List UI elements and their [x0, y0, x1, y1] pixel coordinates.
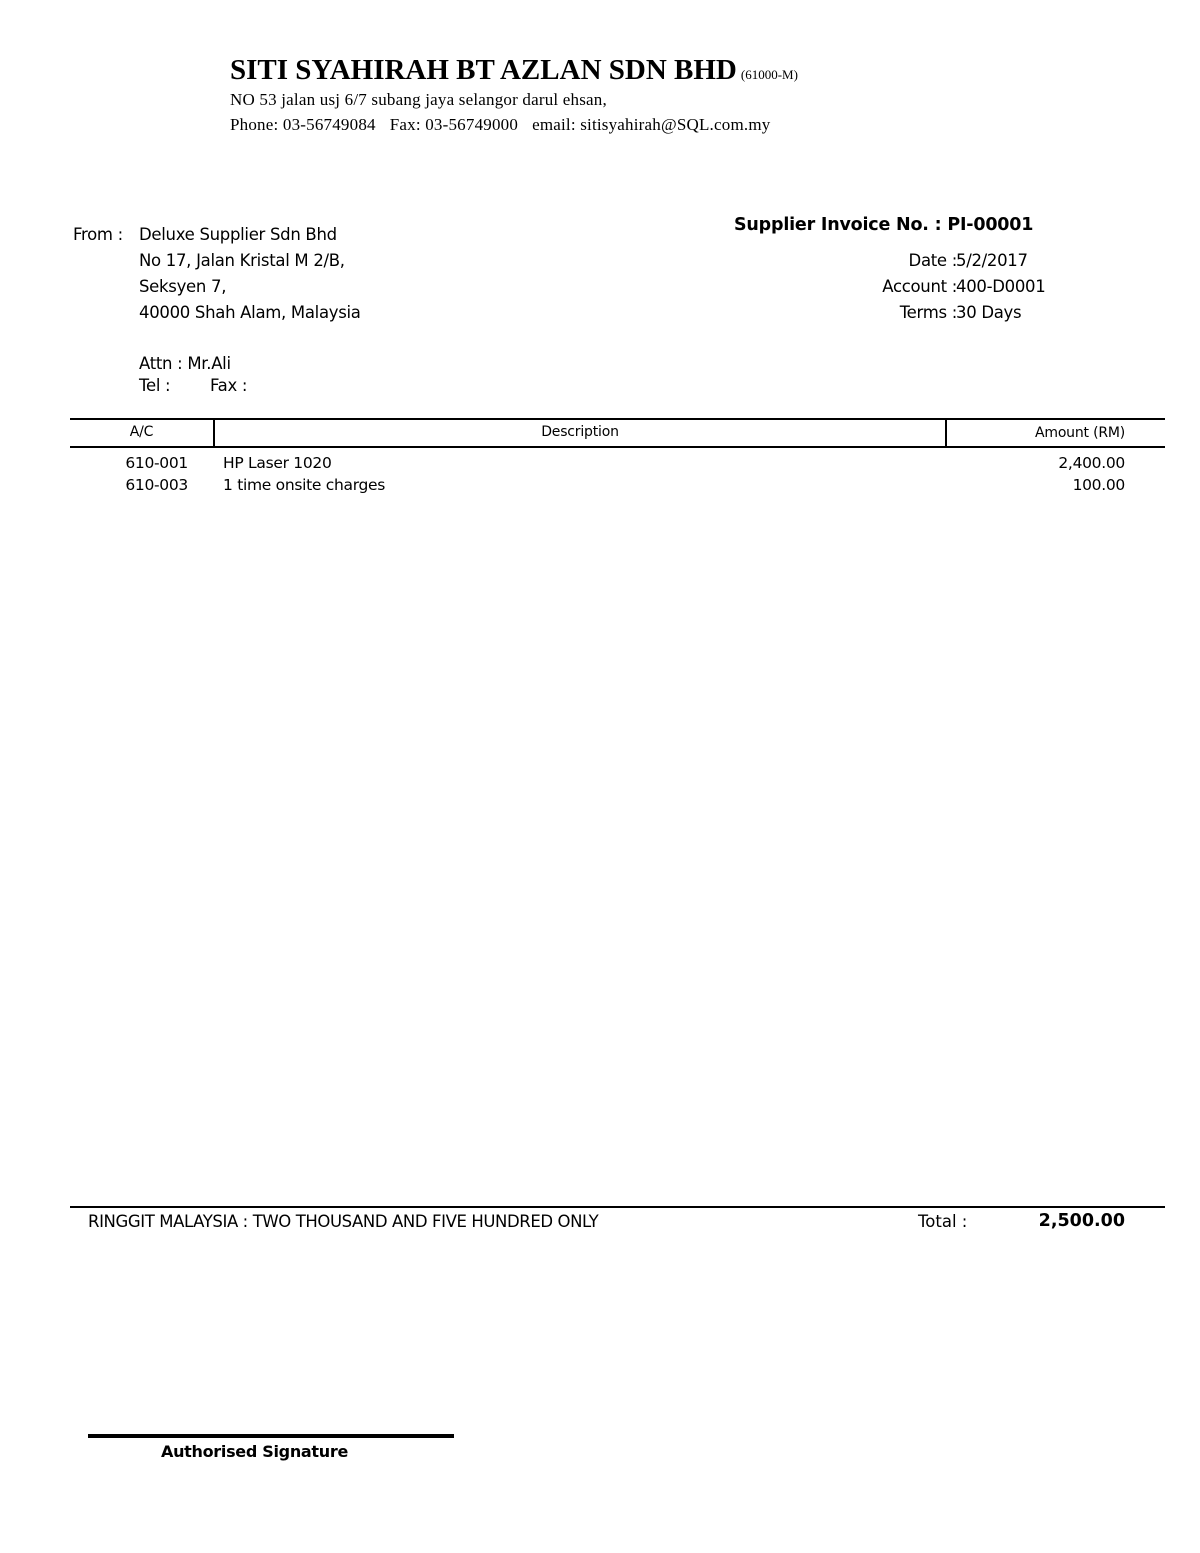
company-fax: Fax: 03-56749000 — [389, 115, 519, 134]
column-header-description: Description — [541, 424, 619, 440]
supplier-tel-label: Tel : — [139, 376, 171, 395]
company-name — [230, 54, 798, 87]
supplier-attn: Attn : Mr.Ali — [139, 354, 231, 373]
table-top-rule — [70, 418, 1165, 420]
supplier-address-line: No 17, Jalan Kristal M 2/B, — [139, 251, 345, 270]
amount-in-words: RINGGIT MALAYSIA : TWO THOUSAND AND FIVE HUNDRED ONLY — [88, 1212, 599, 1231]
supplier-address-line: 40000 Shah Alam, Malaysia — [139, 303, 361, 322]
signature-line — [88, 1434, 454, 1438]
totals-rule — [70, 1206, 1165, 1208]
signature-label: Authorised Signature — [161, 1442, 349, 1461]
total-label: Total : — [918, 1212, 968, 1231]
column-header-amount: Amount (RM) — [1035, 425, 1125, 441]
company-reg-no: (61000-M) — [740, 67, 798, 82]
company-contact — [230, 115, 784, 135]
company-phone: Phone: 03-56749084 — [230, 115, 376, 134]
row-amount: 2,400.00 — [1058, 454, 1125, 472]
company-email: email: sitisyahirah@SQL.com.my — [532, 115, 771, 134]
company-address: NO 53 jalan usj 6/7 subang jaya selangor darul ehsan, — [230, 90, 607, 109]
company-name-text: SITI SYAHIRAH BT AZLAN SDN BHD — [230, 54, 737, 86]
account-label: Account : — [882, 277, 957, 296]
date-label: Date : — [908, 251, 957, 270]
invoice-terms: 30 Days — [956, 303, 1022, 322]
table-header-bottom-rule — [70, 446, 1165, 448]
supplier-name: Deluxe Supplier Sdn Bhd — [139, 225, 337, 244]
total-amount: 2,500.00 — [1038, 1211, 1125, 1231]
invoice-title: Supplier Invoice No. : PI-00001 — [734, 215, 1034, 235]
supplier-fax-label: Fax : — [210, 376, 248, 395]
invoice-account: 400-D0001 — [956, 277, 1046, 296]
column-header-ac: A/C — [129, 424, 154, 440]
terms-label: Terms : — [899, 303, 957, 322]
row-description: HP Laser 1020 — [223, 454, 332, 472]
table-col-divider — [945, 418, 947, 448]
row-description: 1 time onsite charges — [223, 476, 386, 494]
from-label: From : — [73, 225, 123, 244]
invoice-date: 5/2/2017 — [956, 251, 1028, 270]
supplier-address-line: Seksyen 7, — [139, 277, 227, 296]
row-ac: 610-003 — [125, 476, 188, 494]
row-amount: 100.00 — [1072, 476, 1125, 494]
row-ac: 610-001 — [125, 454, 188, 472]
